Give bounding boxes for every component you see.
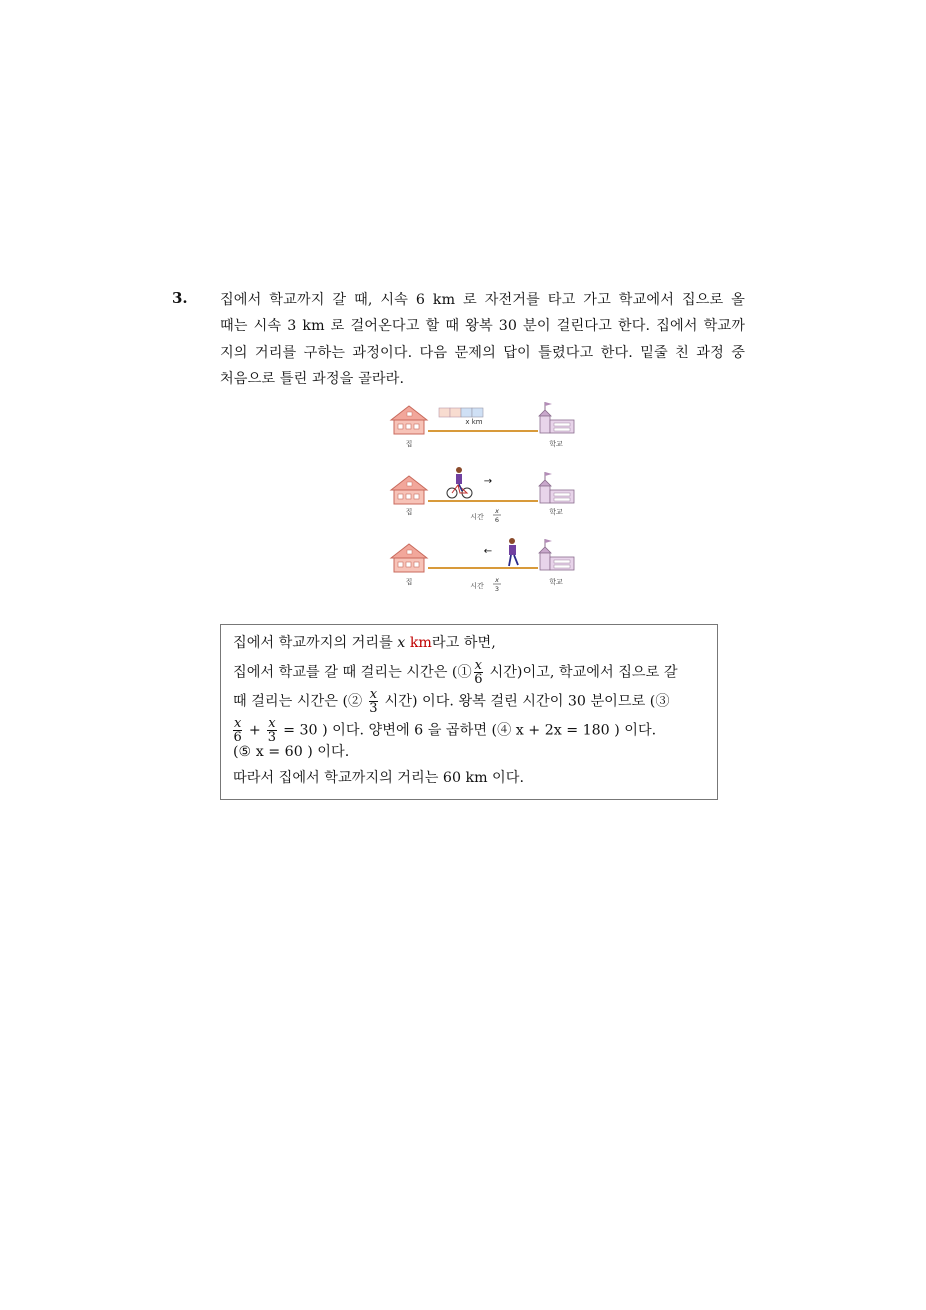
walker-icon xyxy=(509,538,518,566)
text: 시간)이고, 학교에서 집으로 갈 xyxy=(485,664,678,681)
text: 라고 하면, xyxy=(431,635,496,651)
time-fraction-num: x xyxy=(495,507,499,515)
arrow-left: ← xyxy=(483,546,493,557)
text: 집에서 학교까지의 거리를 xyxy=(233,635,398,651)
time-fraction-den: 3 xyxy=(494,585,500,593)
solution-line-1 xyxy=(233,631,707,655)
travel-diagram xyxy=(388,398,582,598)
text: 때 걸리는 시간은 (② xyxy=(233,693,367,710)
fraction xyxy=(474,659,483,686)
denominator: 6 xyxy=(474,672,483,687)
question-text xyxy=(220,287,745,392)
variable: x xyxy=(397,635,406,651)
text: 시간) 이다. 왕복 걸린 시간이 30 분이므로 (③ xyxy=(380,693,670,710)
question-number: 3. xyxy=(172,289,188,307)
solution-box xyxy=(220,624,718,800)
travel-figure xyxy=(388,398,582,598)
home-icon xyxy=(391,476,427,504)
home-icon xyxy=(391,544,427,572)
solution-line-6: 따라서 집에서 학교까지의 거리는 60 km 이다. xyxy=(233,770,524,786)
cyclist-icon xyxy=(447,467,472,498)
text: = 30 ) 이다. 양변에 6 을 곱하면 (④ x + 2x = 180 ) 이다. xyxy=(278,722,657,739)
distance-label: x km xyxy=(465,418,483,426)
school-icon xyxy=(539,472,574,503)
arrow-right: → xyxy=(483,476,493,487)
school-icon xyxy=(539,539,574,570)
question-line: 집에서 학교까지 갈 때, 시속 6 km 로 자전거를 타고 가고 학교에서 집으로 올 xyxy=(220,292,745,308)
denominator: 3 xyxy=(267,730,277,745)
numerator: x xyxy=(474,658,482,673)
numerator: x xyxy=(268,716,276,731)
text: 집에서 학교를 갈 때 걸리는 시간은 (① xyxy=(233,664,472,681)
plus-sign: + xyxy=(244,722,266,739)
time-fraction-den: 6 xyxy=(494,516,500,524)
solution-line-2 xyxy=(233,659,707,686)
time-fraction-num: x xyxy=(495,576,499,584)
school-label: 학교 xyxy=(549,508,563,516)
time-label: 시간 xyxy=(470,582,484,590)
time-label: 시간 xyxy=(470,513,484,521)
numerator: x xyxy=(234,716,242,731)
school-icon xyxy=(539,402,574,433)
home-icon xyxy=(391,406,427,434)
denominator: 6 xyxy=(233,730,242,745)
home-label: 집 xyxy=(405,440,413,448)
question-line: 지의 거리를 구하는 과정이다. 다음 문제의 답이 틀렸다고 한다. 밑줄 친 과정 중 xyxy=(220,344,745,361)
distance-scale xyxy=(439,408,483,417)
fraction xyxy=(369,688,378,715)
school-label: 학교 xyxy=(549,440,563,448)
denominator: 3 xyxy=(369,701,378,716)
solution-line-5: (⑤ x = 60 ) 이다. xyxy=(233,744,350,760)
school-label: 학교 xyxy=(549,578,563,586)
home-label: 집 xyxy=(405,508,413,516)
question-line: 처음으로 틀린 과정을 골라라. xyxy=(220,370,405,387)
numerator: x xyxy=(369,687,378,702)
home-label: 집 xyxy=(405,578,413,586)
unit-highlight: km xyxy=(409,635,432,651)
question-line: 때는 시속 3 km 로 걸어온다고 할 때 왕복 30 분이 걸린다고 한다. 집에서 학교까 xyxy=(220,318,745,335)
solution-line-3 xyxy=(233,688,707,715)
